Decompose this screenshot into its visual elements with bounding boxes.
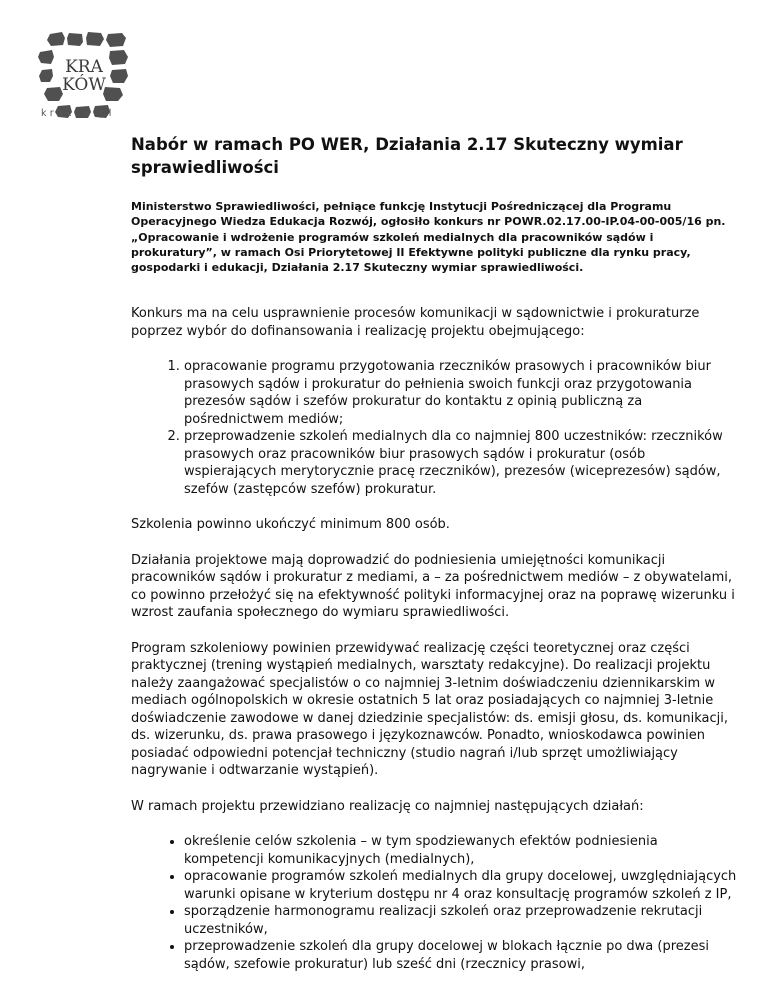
paragraph-4: Program szkoleniowy powinien przewidywać realizację części teoretycznej oraz części praktycznej (trening wystąpień medialnych, warsztaty redakcyjne). Do realizacji projektu należy zaangażować specjalistów o co najmniej 3-letnim doświadczeniu dziennikarskim w mediach ogólnopolskich w okresie ostatnich 5 lat oraz posiadających co najmniej 3-letnie doświadczenie zawodowe w danej dziedzinie specjalistów: ds. emisji głosu, ds. komunikacji, ds. wizerunku, ds. prawa prasowego i językoznawców. Ponadto, wnioskodawca powinien posiadać odpowiedni potencjał techniczny (studio nagrań i/lub sprzęt umożliwiający nagrywanie i odtwarzanie wystąpień).: [131, 640, 728, 779]
intro-paragraph: Ministerstwo Sprawiedliwości, pełniące funkcję Instytucji Pośredniczącej dla Programu Operacyjnego Wiedza Edukacja Rozwój, ogłosiło konkurs nr POWR.02.17.00-IP.04-00-005/16 pn. „Opracowanie i wdrożenie programów szkoleń medialnych dla pracowników sądów i prokuratury”, w ramach Osi Priorytetowej II Efektywne polityki publiczne dla rynku pracy, gospodarki i edukacji, Działania 2.17 Skuteczny wymiar sprawiedliwości.: [131, 200, 726, 275]
paragraph-3: Działania projektowe mają doprowadzić do podniesienia umiejętności komunikacji pracowników sądów i prokuratur z mediami, a – za pośrednictwem mediów – z obywatelami, co powinno przełożyć się na efektywność polityki informacyjnej oraz na poprawę wizerunku i wzrost zaufania społecznego do wymiaru sprawiedliwości.: [131, 552, 735, 621]
paragraph-1: Konkurs ma na celu usprawnienie procesów komunikacji w sądownictwie i prokuraturze poprzez wybór do dofinansowania i realizację projektu obejmującego:: [131, 306, 700, 339]
bullet-list-item: • przeprowadzenie szkoleń dla grupy docelowej w blokach łącznie po dwa (prezesi sądów, szefowie prokuratur) lub sześć dni (rzecznicy prasowi,: [184, 938, 741, 973]
ordered-list-item: 1. opracowanie programu przygotowania rzeczników prasowych i pracowników biur prasowych sądów i prokuratur do pełnienia swoich funkcji oraz przygotowania prezesów sądów i szefów prokuratur do kontaktu z opinią publiczną za pośrednictwem mediów;: [184, 358, 741, 428]
bullet-list-item: • sporządzenie harmonogramu realizacji szkoleń oraz przeprowadzenie rekrutacji uczestników,: [184, 903, 741, 938]
bullet-list-item: • określenie celów szkolenia – w tym spodziewanych efektów podniesienia kompetencji komunikacyjnych (medialnych),: [184, 833, 741, 868]
paragraph-2: Szkolenia powinno ukończyć minimum 800 osób.: [131, 517, 450, 533]
logo-text-line2: KÓW: [62, 75, 106, 95]
page-title: Nabór w ramach PO WER, Działania 2.17 Skuteczny wymiar sprawiedliwości: [131, 135, 683, 177]
ordered-list: [131, 358, 741, 498]
bullet-list: [131, 833, 741, 973]
paragraph-5: W ramach projektu przewidziano realizację co najmniej następujących działań:: [131, 798, 644, 814]
ordered-list-item: 2. przeprowadzenie szkoleń medialnych dla co najmniej 800 uczestników: rzeczników prasowych oraz pracowników biur prasowych sądów i prokuratur (osób wspierających merytorycznie pracę rzeczników), prezesów (wiceprezesów) sądów, szefów (zastępców szefów) prokuratur.: [184, 428, 741, 498]
logo-url: krakow.pl: [41, 108, 115, 119]
article-content: [131, 133, 741, 991]
logo-text-line1: KRA: [65, 57, 103, 77]
bullet-list-item: • opracowanie programów szkoleń medialnych dla grupy docelowej, uwzględniających warunki opisane w kryterium dostępu nr 4 oraz konsultację programów szkoleń z IP,: [184, 868, 741, 903]
